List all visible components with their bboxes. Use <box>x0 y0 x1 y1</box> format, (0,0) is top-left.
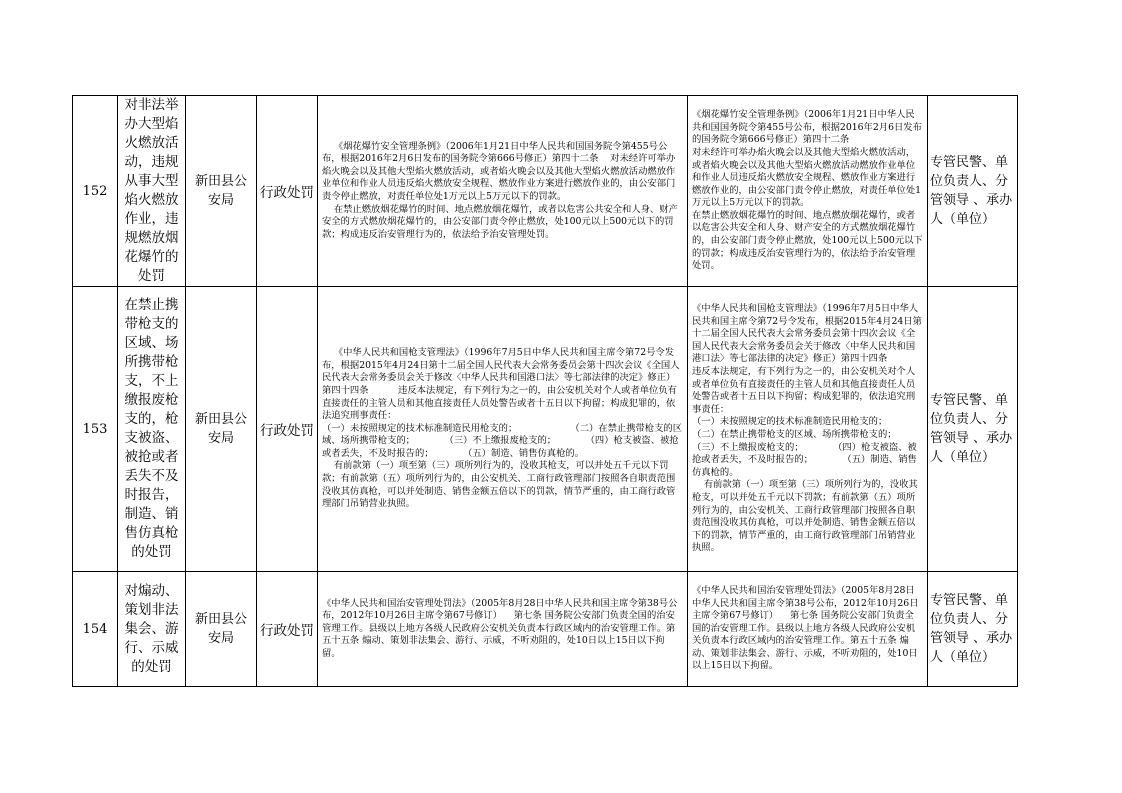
implementing-unit: 新田县公安局 <box>186 287 257 572</box>
table-row <box>73 572 1018 687</box>
legal-basis-detail: 《中华人民共和国治安管理处罚法》（2005年8月28日中华人民共和国主席令第38号公布，2012年10月26日主席令第67号修订） 第七条 国务院公安部门负责全国的治安管理工作。县级以上地方各级人民政府公安机关负责本行政区域内的治安管理工作。第五十五条 煽动、策划非法集会、游行、示威，不听劝阻的，处10日以上15日以下拘留。 <box>688 572 928 687</box>
responsible-persons: 专管民警、单位负责人、分管领导 、承办人（单位） <box>928 96 1018 287</box>
power-item-name: 对非法举办大型焰火燃放活动，违规从事大型焰火燃放作业，违规燃放烟花爆竹的处罚 <box>118 96 186 287</box>
legal-basis-detail: 《中华人民共和国枪支管理法》（1996年7月5日中华人民共和国主席令第72号令发布，根据2015年4月24日第十二届全国人民代表大会常务委员会第十四次会议《全国人民代表大会常务委员会关于修改〈中华人民共和国港口法〉等七部法律的决定》修正）第四十四条 违反本法规定，有下列行为之一的，由公安机关对个人或者单位负有直接责任的主管人员和其他直接责任人员处警告或者十五日以下拘留；构成犯罪的，依法追究刑事责任： （一）未按照规定的技术标准制造民用枪支的； （二）在禁止携带枪支的区域、场所携带枪支的； （三）不上缴报废枪支的； （四）枪支被盗、被抢或者丢失，不及时报告的； （五）制造、销售仿真枪的。 有前款第（一）项至第（三）项所列行为的，没收其枪支，可以并处五千元以下罚款；有前款第（五）项所列行为的，由公安机关、工商行政管理部门按照各自职责范围没收其仿真枪，可以并处制造、销售金额五倍以下的罚款，情节严重的，由工商行政管理部门吊销营业执照。 <box>688 287 928 572</box>
power-item-name: 对煽动、策划非法集会、游行、示威的处罚 <box>118 572 186 687</box>
table-row <box>73 96 1018 287</box>
row-number: 152 <box>73 96 118 287</box>
power-list-table <box>72 95 1018 687</box>
power-type: 行政处罚 <box>257 96 318 287</box>
power-type: 行政处罚 <box>257 287 318 572</box>
row-number: 153 <box>73 287 118 572</box>
legal-basis-text: 《中华人民共和国枪支管理法》（1996年7月5日中华人民共和国主席令第72号令发布，根据2015年4月24日第十二届全国人民代表大会常务委员会第十四次会议《全国人民代表大会常务委员会关于修改〈中华人民共和国港口法〉等七部法律的决定》修正）第四十四条 违反本法规定，有下列行为之一的，由公安机关对个人或者单位负有直接责任的主管人员和其他直接责任人员处警告或者十五日以下拘留；构成犯罪的，依法追究刑事责任： （一）未按照规定的技术标准制造民用枪支的； （二）在禁止携带枪支的区域、场所携带枪支的； （三）不上缴报废枪支的； （四）枪支被盗、被抢或者丢失，不及时报告的； （五）制造、销售仿真枪的。 有前款第（一）项至第（三）项所列行为的，没收其枪支，可以并处五千元以下罚款；有前款第（五）项所列行为的，由公安机关、工商行政管理部门按照各自职责范围没收其仿真枪，可以并处制造、销售金额五倍以下的罚款，情节严重的，由工商行政管理部门吊销营业执照。 <box>318 287 688 572</box>
legal-basis-text: 《中华人民共和国治安管理处罚法》（2005年8月28日中华人民共和国主席令第38号公布，2012年10月26日主席令第67号修订） 第七条 国务院公安部门负责全国的治安管理工作。县级以上地方各级人民政府公安机关负责本行政区域内的治安管理工作。第五十五条 煽动、策划非法集会、游行、示威，不听劝阻的，处10日以上15日以下拘留。 <box>318 572 688 687</box>
table-row <box>73 287 1018 572</box>
responsible-persons: 专管民警、单位负责人、分管领导 、承办人（单位） <box>928 572 1018 687</box>
power-type: 行政处罚 <box>257 572 318 687</box>
implementing-unit: 新田县公安局 <box>186 572 257 687</box>
implementing-unit: 新田县公安局 <box>186 96 257 287</box>
power-item-name: 在禁止携带枪支的区域、场所携带枪支，不上缴报废枪支的，枪支被盗、被抢或者丢失不及时报告，制造、销售仿真枪的处罚 <box>118 287 186 572</box>
legal-basis-detail: 《烟花爆竹安全管理条例》（2006年1月21日中华人民共和国国务院令第455号公布，根据2016年2月6日发布的国务院令第666号修正）第四十二条 对未经许可举办焰火晚会以及其他大型焰火燃放活动，或者焰火晚会以及其他大型焰火燃放活动燃放作业单位和作业人员违反焰火燃放安全规程、燃放作业方案进行燃放作业的，由公安部门责令停止燃放，对责任单位处1万元以上5万元以下的罚款。 在禁止燃放烟花爆竹的时间、地点燃放烟花爆竹，或者以危害公共安全和人身、财产安全的方式燃放烟花爆竹的，由公安部门责令停止燃放，处100元以上500元以下的罚款；构成违反治安管理行为的，依法给予治安管理处罚。 <box>688 96 928 287</box>
row-number: 154 <box>73 572 118 687</box>
legal-basis-text: 《烟花爆竹安全管理条例》（2006年1月21日中华人民共和国国务院令第455号公布，根据2016年2月6日发布的国务院令第666号修正）第四十二条 对未经许可举办焰火晚会以及其他大型焰火燃放活动，或者焰火晚会以及其他大型焰火燃放活动燃放作业单位和作业人员违反焰火燃放安全规程、燃放作业方案进行燃放作业的，由公安部门责令停止燃放，对责任单位处1万元以上5万元以下的罚款。 在禁止燃放烟花爆竹的时间、地点燃放烟花爆竹，或者以危害公共安全和人身、财产安全的方式燃放烟花爆竹的，由公安部门责令停止燃放，处100元以上500元以下的罚款；构成违反治安管理行为的，依法给予治安管理处罚。 <box>318 96 688 287</box>
responsible-persons: 专管民警、单位负责人、分管领导 、承办人（单位） <box>928 287 1018 572</box>
